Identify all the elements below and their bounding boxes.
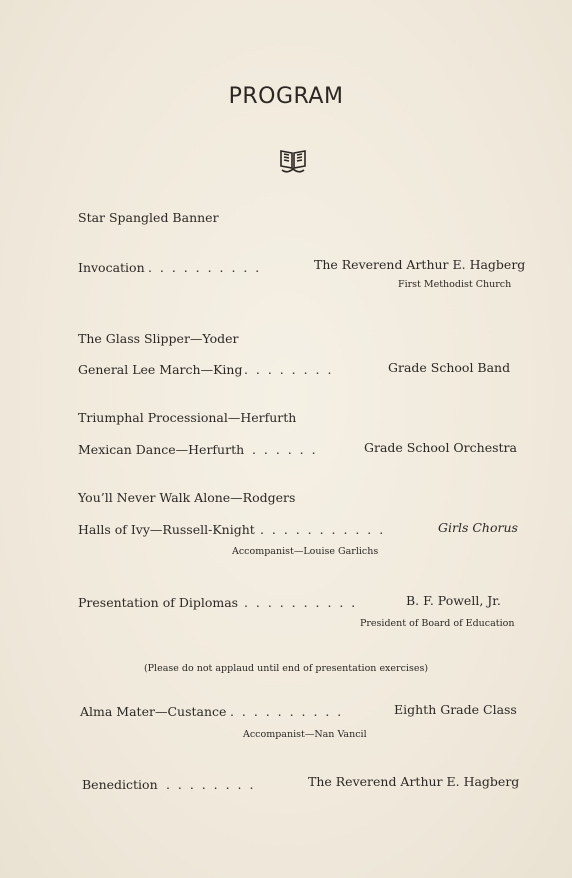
benediction-performer: The Reverend Arthur E. Hagberg (308, 774, 520, 789)
walk-alone-title: You’ll Never Walk Alone—Rodgers (78, 490, 296, 505)
general-lee-leader-dots: . . . . . . . . (244, 362, 332, 377)
alma-mater-performer: Eighth Grade Class (394, 702, 517, 717)
halls-ivy-leader-dots: . . . . . . . . . . . (260, 522, 384, 537)
mexican-title: Mexican Dance—Herfurth (78, 442, 245, 457)
anthem-title: Star Spangled Banner (78, 210, 219, 225)
halls-ivy-performer: Girls Chorus (438, 520, 518, 535)
page-title: PROGRAM (228, 84, 344, 109)
benediction-title: Benediction (82, 777, 158, 792)
benediction-leader-dots: . . . . . . . . (166, 777, 254, 792)
halls-ivy-title: Halls of Ivy—Russell-Knight (78, 522, 255, 537)
invocation-title: Invocation (78, 260, 145, 275)
invocation-detail: First Methodist Church (398, 279, 512, 290)
open-book-icon (278, 146, 308, 176)
invocation-leader-dots: . . . . . . . . . . (148, 260, 260, 275)
halls-ivy-accompanist: Accompanist—Louise Garlichs (232, 546, 379, 557)
diplomas-title: Presentation of Diplomas (78, 595, 239, 610)
general-lee-performer: Grade School Band (388, 360, 511, 375)
diplomas-leader-dots: . . . . . . . . . . (244, 595, 356, 610)
diplomas-presenter-title: President of Board of Education (360, 618, 515, 629)
mexican-leader-dots: . . . . . . (252, 442, 316, 457)
general-lee-title: General Lee March—King (78, 362, 243, 377)
alma-mater-title: Alma Mater—Custance (80, 704, 227, 719)
triumphal-title: Triumphal Processional—Herfurth (78, 410, 297, 425)
diplomas-presenter: B. F. Powell, Jr. (406, 593, 501, 608)
invocation-performer: The Reverend Arthur E. Hagberg (314, 257, 526, 272)
mexican-performer: Grade School Orchestra (364, 440, 517, 455)
alma-mater-accompanist: Accompanist—Nan Vancil (243, 729, 367, 740)
glass-slipper-title: The Glass Slipper—Yoder (78, 331, 239, 346)
alma-mater-leader-dots: . . . . . . . . . . (230, 704, 342, 719)
applause-note: (Please do not applaud until end of presentation exercises) (143, 663, 429, 674)
